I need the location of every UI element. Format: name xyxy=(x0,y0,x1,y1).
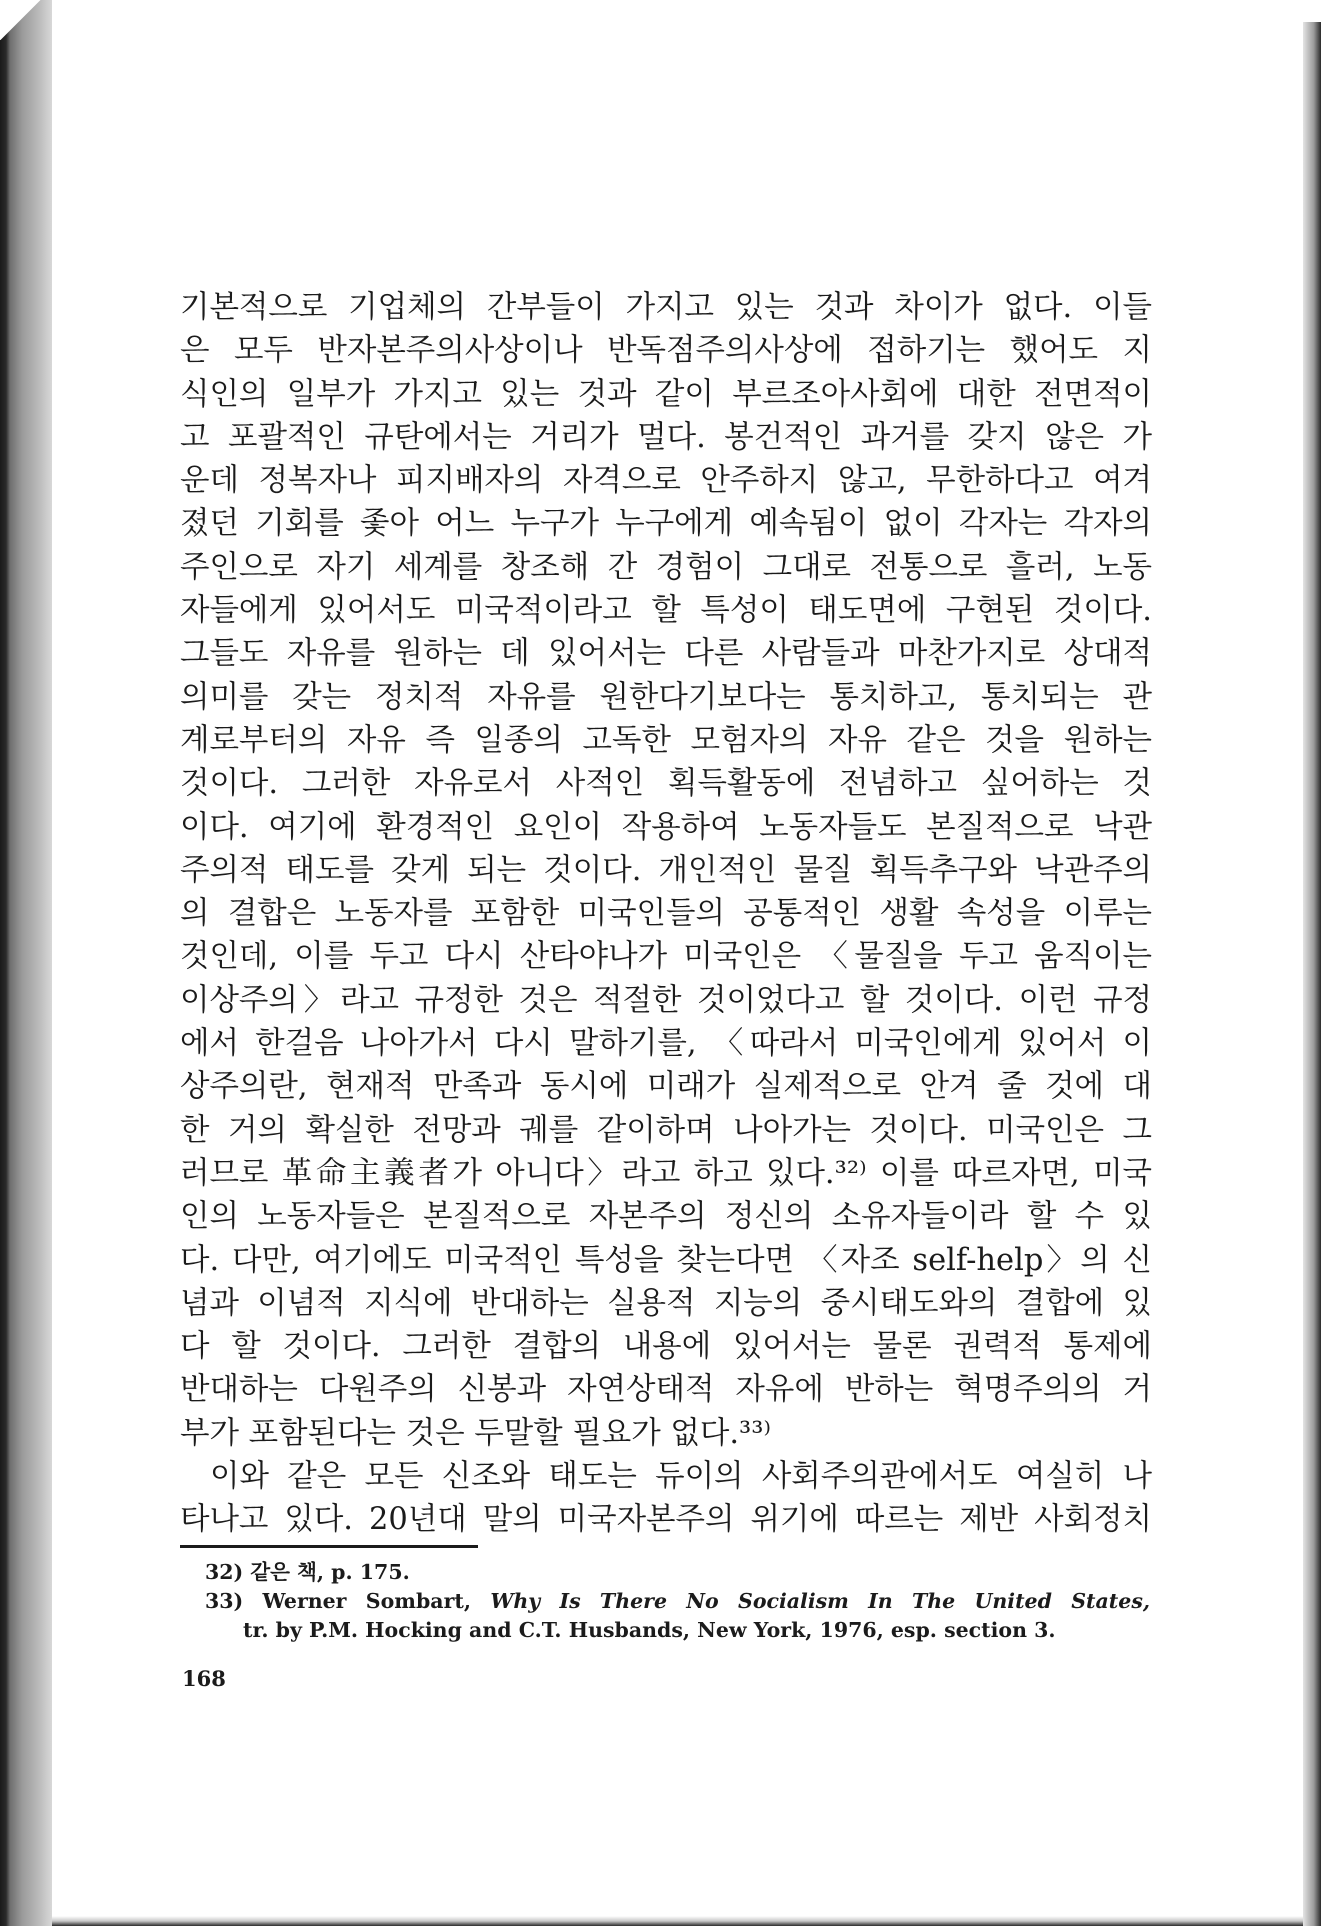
footnote-33-author: 33) Werner Sombart, xyxy=(205,1589,471,1613)
text-line: 의 결합은 노동자를 포함한 미국인들의 공통적인 생활 속성을 이루는 xyxy=(180,896,1152,932)
book-spine-edge xyxy=(0,0,52,1926)
text-line: 반대하는 다원주의 신봉과 자연상태적 자유에 반하는 혁명주의의 거 xyxy=(180,1372,1152,1408)
text-line: 자들에게 있어서도 미국적이라고 할 특성이 태도면에 구현된 것이다. xyxy=(180,593,1152,629)
page-number: 168 xyxy=(182,1666,226,1691)
text-line: 러므로 革命主義者가 아니다〉라고 하고 있다.³²⁾ 이를 따르자면, 미국 xyxy=(180,1155,1152,1191)
body-text xyxy=(180,286,1152,1542)
text-line: 인의 노동자들은 본질적으로 자본주의 정신의 소유자들이라 할 수 있 xyxy=(180,1199,1152,1235)
text-line: 다. 다만, 여기에도 미국적인 특성을 찾는다면 〈자조 self-help〉의 신 xyxy=(180,1242,1152,1278)
text-line: 주의적 태도를 갖게 되는 것이다. 개인적인 물질 획득추구와 낙관주의 xyxy=(180,852,1152,888)
footnote-33-title: Why Is There No Socialism In The United States, xyxy=(490,1589,1151,1613)
text-line: 그들도 자유를 원하는 데 있어서는 다른 사람들과 마찬가지로 상대적 xyxy=(180,636,1152,672)
page-corner xyxy=(0,0,60,40)
text-line: 한 거의 확실한 전망과 궤를 같이하며 나아가는 것이다. 미국인은 그 xyxy=(180,1112,1152,1148)
text-line: 상주의란, 현재적 만족과 동시에 미래가 실제적으로 안겨 줄 것에 대 xyxy=(180,1069,1152,1105)
footnote-33-continuation: tr. by P.M. Hocking and C.T. Husbands, New York, 1976, esp. section 3. xyxy=(243,1618,1056,1642)
text-line: 운데 정복자나 피지배자의 자격으로 안주하지 않고, 무한하다고 여겨 xyxy=(180,463,1152,499)
text-line: 식인의 일부가 가지고 있는 것과 같이 부르조아사회에 대한 전면적이 xyxy=(180,376,1152,412)
footnote-32: 32) 같은 책, p. 175. xyxy=(205,1560,410,1584)
footnote-divider xyxy=(180,1545,478,1548)
footnotes xyxy=(205,1558,1150,1645)
text-line: 의미를 갖는 정치적 자유를 원한다기보다는 통치하고, 통치되는 관 xyxy=(180,679,1152,715)
page-right-edge xyxy=(1303,0,1321,1926)
text-line-paragraph-start: 이와 같은 모든 신조와 태도는 듀이의 사회주의관에서도 여실히 나 xyxy=(210,1459,1152,1495)
text-line: 부가 포함된다는 것은 두말할 필요가 없다.³³⁾ xyxy=(180,1415,771,1451)
text-line: 기본적으로 기업체의 간부들이 가지고 있는 것과 차이가 없다. 이들 xyxy=(180,290,1152,325)
text-line: 이상주의〉라고 규정한 것은 적절한 것이었다고 할 것이다. 이런 규정 xyxy=(180,982,1152,1018)
text-line: 고 포괄적인 규탄에서는 거리가 멀다. 봉건적인 과거를 갖지 않은 가 xyxy=(180,419,1152,455)
text-line: 졌던 기회를 좇아 어느 누구가 누구에게 예속됨이 없이 각자는 각자의 xyxy=(180,506,1152,542)
text-line: 것인데, 이를 두고 다시 산타야나가 미국인은 〈물질을 두고 움직이는 xyxy=(180,939,1152,975)
text-line: 타나고 있다. 20년대 말의 미국자본주의 위기에 따르는 제반 사회정치 xyxy=(180,1502,1152,1538)
footnote-33 xyxy=(205,1587,1150,1616)
text-line: 다 할 것이다. 그러한 결합의 내용에 있어서는 물론 권력적 통제에 xyxy=(180,1329,1152,1365)
text-line: 념과 이념적 지식에 반대하는 실용적 지능의 중시태도와의 결합에 있 xyxy=(180,1285,1152,1321)
text-line: 이다. 여기에 환경적인 요인이 작용하여 노동자들도 본질적으로 낙관 xyxy=(180,809,1152,845)
text-line: 주인으로 자기 세계를 창조해 간 경험이 그대로 전통으로 흘러, 노동 xyxy=(180,549,1152,585)
text-line: 에서 한걸음 나아가서 다시 말하기를, 〈따라서 미국인에게 있어서 이 xyxy=(180,1026,1152,1062)
page-bottom-edge xyxy=(52,1916,1303,1926)
text-line: 것이다. 그러한 자유로서 사적인 획득활동에 전념하고 싶어하는 것 xyxy=(180,766,1152,802)
text-line: 계로부터의 자유 즉 일종의 고독한 모험자의 자유 같은 것을 원하는 xyxy=(180,722,1152,758)
text-line: 은 모두 반자본주의사상이나 반독점주의사상에 접하기는 했어도 지 xyxy=(180,333,1152,369)
